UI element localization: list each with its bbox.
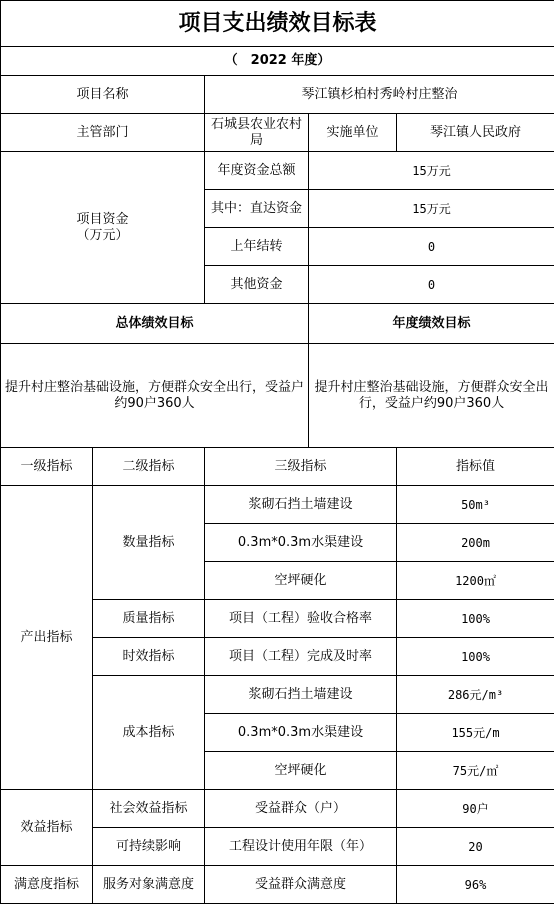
indicator-value: 100% xyxy=(397,638,554,676)
service-indicator-label: 服务对象满意度 xyxy=(93,866,205,904)
fund-label: 项目资金 （万元） xyxy=(1,152,205,304)
impl-label: 实施单位 xyxy=(309,114,397,152)
indicator-value: 75元/㎡ xyxy=(397,752,554,790)
year-label: （ 2022 年度） xyxy=(1,47,554,76)
indicator-value: 200m xyxy=(397,524,554,562)
fund-row-label: 其中：直达资金 xyxy=(205,190,309,228)
output-indicator-label: 产出指标 xyxy=(1,486,93,790)
sustain-indicator-label: 可持续影响 xyxy=(93,828,205,866)
overall-goal-text: 提升村庄整治基础设施，方便群众安全出行，受益户约90户360人 xyxy=(1,344,309,448)
indicator-name: 0.3m*0.3m水渠建设 xyxy=(205,714,397,752)
indicator-name: 项目（工程）完成及时率 xyxy=(205,638,397,676)
annual-goal-header: 年度绩效目标 xyxy=(309,304,554,344)
fund-row-label: 年度资金总额 xyxy=(205,152,309,190)
indicator-value: 20 xyxy=(397,828,554,866)
quality-indicator-label: 质量指标 xyxy=(93,600,205,638)
indicator-name: 空坪硬化 xyxy=(205,752,397,790)
header-level2: 二级指标 xyxy=(93,448,205,486)
fund-row-label: 上年结转 xyxy=(205,228,309,266)
indicator-value: 90户 xyxy=(397,790,554,828)
indicator-name: 空坪硬化 xyxy=(205,562,397,600)
project-name-label: 项目名称 xyxy=(1,76,205,114)
fund-row-label: 其他资金 xyxy=(205,266,309,304)
header-value: 指标值 xyxy=(397,448,554,486)
indicator-name: 项目（工程）验收合格率 xyxy=(205,600,397,638)
annual-goal-text: 提升村庄整治基础设施，方便群众安全出行，受益户约90户360人 xyxy=(309,344,554,448)
indicator-value: 96% xyxy=(397,866,554,904)
satisfaction-indicator-label: 满意度指标 xyxy=(1,866,93,904)
timeliness-indicator-label: 时效指标 xyxy=(93,638,205,676)
fund-row-value: 15万元 xyxy=(309,152,554,190)
cost-indicator-label: 成本指标 xyxy=(93,676,205,790)
indicator-value: 100% xyxy=(397,600,554,638)
social-indicator-label: 社会效益指标 xyxy=(93,790,205,828)
indicator-name: 0.3m*0.3m水渠建设 xyxy=(205,524,397,562)
indicator-name: 工程设计使用年限（年） xyxy=(205,828,397,866)
quantity-indicator-label: 数量指标 xyxy=(93,486,205,600)
dept-label: 主管部门 xyxy=(1,114,205,152)
fund-row-value: 0 xyxy=(309,266,554,304)
table-title: 项目支出绩效目标表 xyxy=(1,1,554,47)
indicator-name: 浆砌石挡土墙建设 xyxy=(205,486,397,524)
indicator-value: 50m³ xyxy=(397,486,554,524)
fund-row-value: 0 xyxy=(309,228,554,266)
indicator-value: 1200㎡ xyxy=(397,562,554,600)
indicator-value: 286元/m³ xyxy=(397,676,554,714)
indicator-name: 浆砌石挡土墙建设 xyxy=(205,676,397,714)
overall-goal-header: 总体绩效目标 xyxy=(1,304,309,344)
benefit-indicator-label: 效益指标 xyxy=(1,790,93,866)
project-name-value: 琴江镇杉柏村秀岭村庄整治 xyxy=(205,76,554,114)
dept-value: 石城县农业农村局 xyxy=(205,114,309,152)
indicator-value: 155元/m xyxy=(397,714,554,752)
header-level1: 一级指标 xyxy=(1,448,93,486)
fund-row-value: 15万元 xyxy=(309,190,554,228)
indicator-name: 受益群众满意度 xyxy=(205,866,397,904)
impl-value: 琴江镇人民政府 xyxy=(397,114,554,152)
header-level3: 三级指标 xyxy=(205,448,397,486)
indicator-name: 受益群众（户） xyxy=(205,790,397,828)
